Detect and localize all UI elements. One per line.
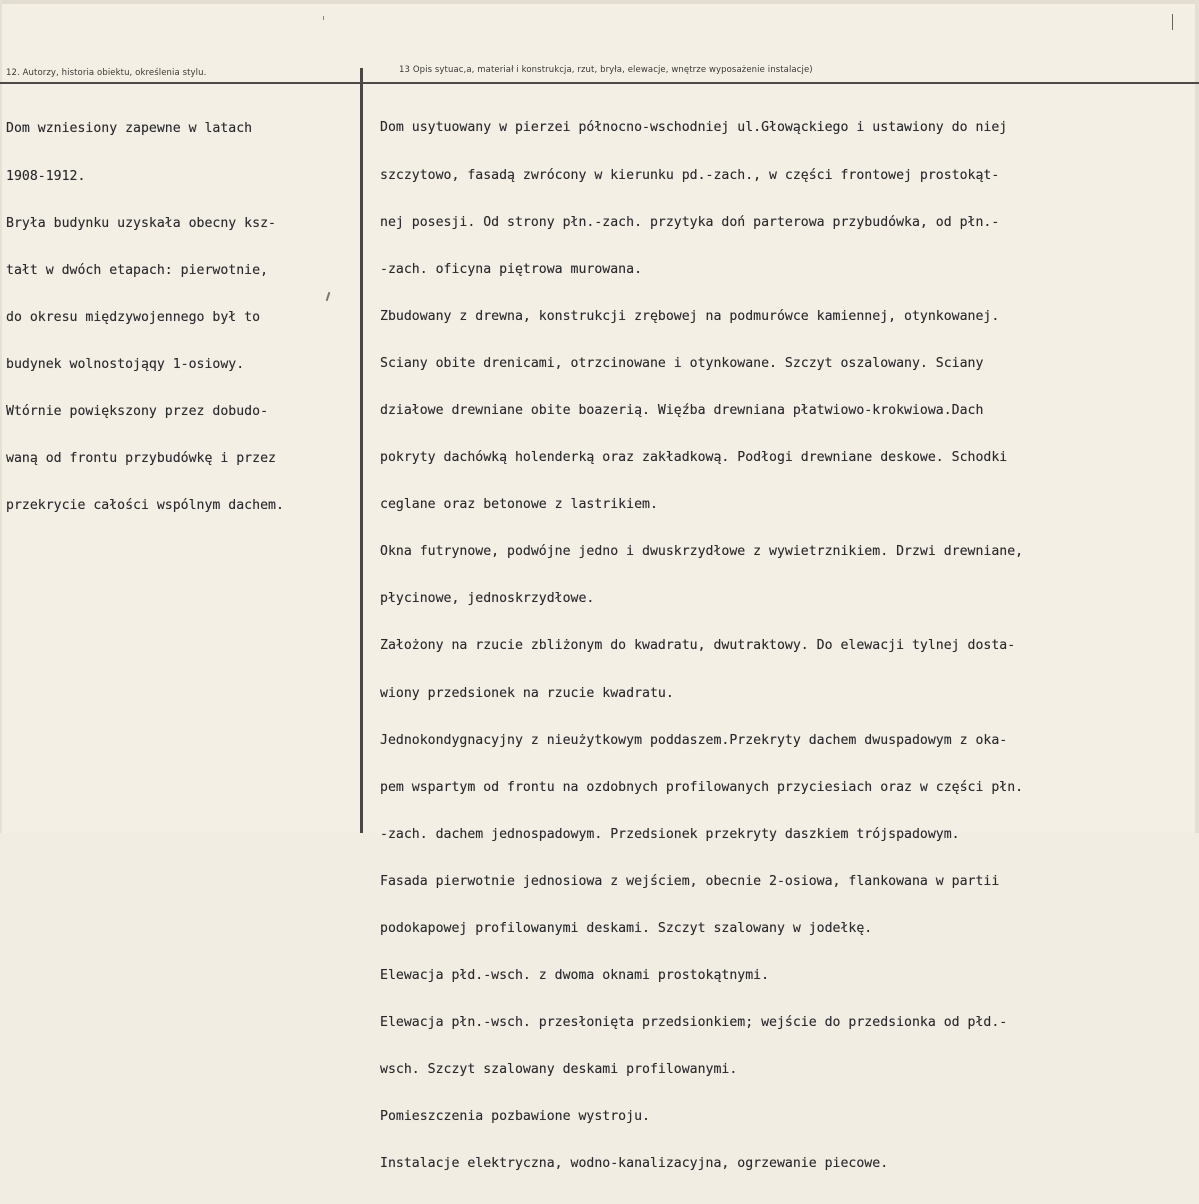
description-text-line: Fasada pierwotnie jednosiowa z wejściem, obecnie 2-osiowa, flankowana w partii: [380, 873, 1000, 889]
column-divider-line: [360, 68, 363, 833]
card-right-edge: [1195, 0, 1199, 833]
card-top-edge: [0, 0, 1199, 4]
description-text-line: Dom usytuowany w pierzei północno-wschodniej ul.Głowąckiego i ustawiony do niej: [380, 120, 1008, 136]
history-text-line: waną od frontu przybudówkę i przez: [6, 451, 276, 467]
history-text-line: przekrycie całości wspólnym dachem.: [6, 498, 284, 514]
description-text-line: pokryty dachówką holenderką oraz zakładkową. Podłogi drewniane deskowe. Schodki: [380, 450, 1008, 466]
description-text-line: szczytowo, fasadą zwrócony w kierunku pd.-zach., w części frontowej prostokąt-: [380, 167, 1000, 183]
description-text-line: wiony przedsionek na rzucie kwadratu.: [380, 685, 674, 701]
history-text-line: do okresu międzywojennego był to: [6, 309, 261, 325]
description-text-line: Założony na rzucie zbliżonym do kwadratu, dwutraktowy. Do elewacji tylnej dosta-: [380, 638, 1016, 654]
description-text-line: działowe drewniane obite boazerią. Więźba drewniana płatwiowo-krokwiowa.Dach: [380, 402, 984, 418]
history-text-line: tałt w dwóch etapach: pierwotnie,: [6, 262, 269, 278]
card-left-edge: [0, 0, 2, 833]
header-divider-line: [0, 82, 1199, 84]
description-text-line: Zbudowany z drewna, konstrukcji zrębowej na podmurówce kamiennej, otynkowanej.: [380, 308, 1000, 324]
description-text-line: pem wspartym od frontu na ozdobnych profilowanych przyciesiach oraz w części płn.: [380, 779, 1024, 795]
description-text-line: wsch. Szczyt szalowany deskami profilowanymi.: [380, 1062, 738, 1078]
right-column-header: 13 Opis sytuac,a, materiał i konstrukcja, rzut, bryła, elewacje, wnętrze wyposażenie instalacje): [399, 65, 813, 75]
history-text-line: Dom wzniesiony zapewne w latach: [6, 121, 253, 137]
corner-tick-mark: [1172, 14, 1173, 30]
history-text-line: Wtórnie powiększony przez dobudo-: [6, 403, 269, 419]
history-text-line: budynek wolnostojąqy 1-osiowy.: [6, 356, 245, 372]
description-text-line: -zach. oficyna piętrowa murowana.: [380, 261, 643, 277]
description-text-line: Pomieszczenia pozbawione wystroju.: [380, 1109, 650, 1125]
description-text-line: Okna futrynowe, podwójne jedno i dwuskrzydłowe z wywietrznikiem. Drzwi drewniane,: [380, 544, 1024, 560]
description-text-line: Elewacja płn.-wsch. przesłonięta przedsionkiem; wejście do przedsionka od płd.-: [380, 1015, 1008, 1031]
left-column-header: 12. Autorzy, historia obiektu, określenia stylu.: [6, 68, 207, 78]
description-text-line: Jednokondygnacyjny z nieużytkowym poddaszem.Przekryty dachem dwuspadowym z oka-: [380, 732, 1008, 748]
description-text-block: [380, 89, 1023, 1204]
description-text-line: podokapowej profilowanymi deskami. Szczyt szalowany w jodełkę.: [380, 921, 873, 936]
description-text-line: płycinowe, jednoskrzydłowe.: [380, 591, 595, 607]
description-text-line: Instalacje elektryczna, wodno-kanalizacyjna, ogrzewanie piecowe.: [380, 1156, 889, 1172]
description-text-line: Sciany obite drenicami, otrzcinowane i otynkowane. Szczyt oszalowany. Sciany: [380, 355, 984, 371]
top-tick-mark: [323, 16, 324, 20]
history-text-block: [6, 90, 284, 545]
description-text-line: nej posesji. Od strony płn.-zach. przytyka doń parterowa przybudówka, od płn.-: [380, 214, 1000, 230]
description-text-line: ceglane oraz betonowe z lastrikiem.: [380, 497, 658, 513]
history-text-line: 1908-1912.: [6, 168, 86, 184]
description-text-line: -zach. dachem jednospadowym. Przedsionek przekryty daszkiem trójspadowym.: [380, 826, 960, 842]
stray-pencil-mark: [326, 292, 331, 301]
history-text-line: Bryła budynku uzyskała obecny ksz-: [6, 215, 276, 231]
description-text-line: Elewacja płd.-wsch. z dwoma oknami prostokątnymi.: [380, 968, 770, 984]
